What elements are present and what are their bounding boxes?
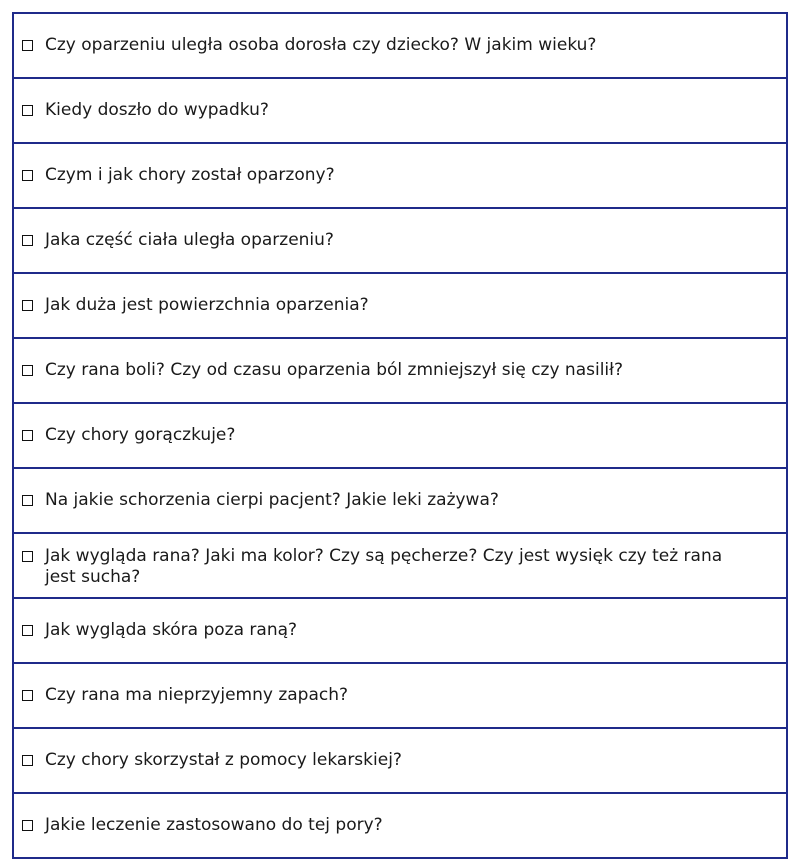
checklist-item-smell[interactable] xyxy=(14,662,786,727)
checkbox-icon[interactable] xyxy=(22,625,33,636)
checkbox-icon[interactable] xyxy=(22,820,33,831)
checklist-item-label: Jak wygląda rana? Jaki ma kolor? Czy są pęcherze? Czy jest wysięk czy też rana jest sucha? xyxy=(45,546,723,587)
burn-assessment-checklist xyxy=(12,12,788,859)
checkbox-icon[interactable] xyxy=(22,551,33,562)
checkbox-icon[interactable] xyxy=(22,690,33,701)
checklist-item-pain[interactable] xyxy=(14,337,786,402)
checklist-item-label: Czy rana ma nieprzyjemny zapach? xyxy=(45,685,349,705)
checkbox-icon[interactable] xyxy=(22,40,33,51)
checkbox-icon[interactable] xyxy=(22,755,33,766)
checkbox-icon[interactable] xyxy=(22,170,33,181)
checklist-item-when[interactable] xyxy=(14,77,786,142)
checkbox-icon[interactable] xyxy=(22,365,33,376)
checklist-item-label: Czym i jak chory został oparzony? xyxy=(45,165,335,185)
checkbox-icon[interactable] xyxy=(22,430,33,441)
checklist-item-label: Jak wygląda skóra poza raną? xyxy=(45,620,298,640)
checklist-item-label: Jakie leczenie zastosowano do tej pory? xyxy=(45,815,383,835)
checklist-item-label: Na jakie schorzenia cierpi pacjent? Jakie leki zażywa? xyxy=(45,490,499,510)
checklist-item-skin[interactable] xyxy=(14,597,786,662)
checklist-item-fever[interactable] xyxy=(14,402,786,467)
checklist-item-cause[interactable] xyxy=(14,142,786,207)
checkbox-icon[interactable] xyxy=(22,235,33,246)
checklist-item-label: Czy chory gorączkuje? xyxy=(45,425,236,445)
checklist-item-wound-look[interactable] xyxy=(14,532,786,597)
checkbox-icon[interactable] xyxy=(22,300,33,311)
checklist-item-label: Czy chory skorzystał z pomocy lekarskiej? xyxy=(45,750,402,770)
checklist-item-conditions[interactable] xyxy=(14,467,786,532)
checkbox-icon[interactable] xyxy=(22,495,33,506)
checklist-item-label: Kiedy doszło do wypadku? xyxy=(45,100,269,120)
checklist-item-body-part[interactable] xyxy=(14,207,786,272)
checklist-item-label: Czy rana boli? Czy od czasu oparzenia ból zmniejszył się czy nasilił? xyxy=(45,360,624,380)
checklist-item-label: Jak duża jest powierzchnia oparzenia? xyxy=(45,295,369,315)
checkbox-icon[interactable] xyxy=(22,105,33,116)
checklist-item-medical-help[interactable] xyxy=(14,727,786,792)
checklist-item-age[interactable] xyxy=(14,14,786,77)
checklist-item-treatment[interactable] xyxy=(14,792,786,857)
checklist-item-label: Jaka część ciała uległa oparzeniu? xyxy=(45,230,334,250)
checklist-item-label: Czy oparzeniu uległa osoba dorosła czy dziecko? W jakim wieku? xyxy=(45,35,597,55)
checklist-item-area[interactable] xyxy=(14,272,786,337)
